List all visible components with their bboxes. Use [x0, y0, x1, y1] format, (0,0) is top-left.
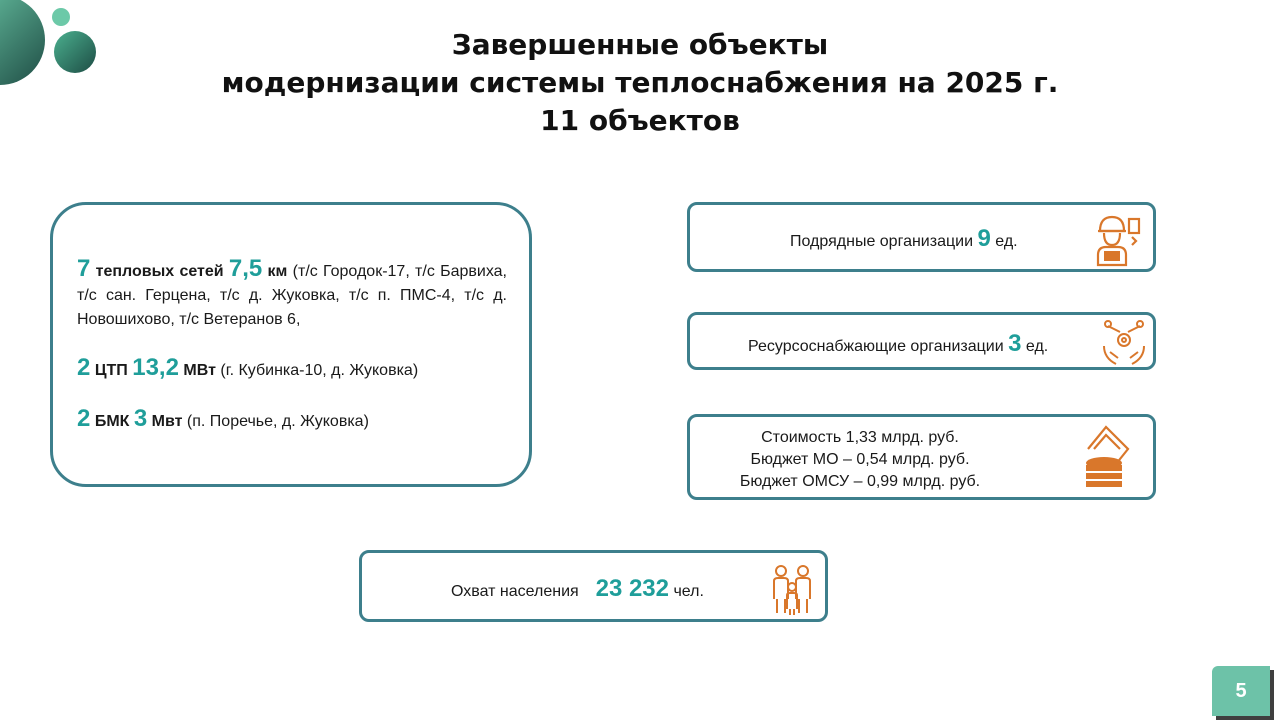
ctp-details: (г. Кубинка-10, д. Жуковка): [220, 362, 419, 379]
networks-length: 7,5: [228, 255, 263, 282]
ctp-label: ЦТП: [94, 362, 128, 379]
resources-label: Ресурсоснабжающие организации: [748, 338, 1004, 355]
worker-icon: [1094, 211, 1144, 267]
family-icon: [772, 563, 812, 615]
networks-count: 7: [77, 255, 91, 282]
contractors-card: [687, 202, 1156, 272]
page-number: 5: [1235, 679, 1247, 702]
population-text: [451, 575, 704, 603]
cost-total: Стоимость 1,33 млрд. руб.: [761, 429, 959, 446]
title-line-1: Завершенные объекты: [451, 28, 829, 61]
resources-value: 3: [1008, 330, 1022, 357]
page-title: [0, 26, 1280, 140]
ctp-unit: МВт: [183, 362, 216, 379]
cost-budget-omsu: Бюджет ОМСУ – 0,99 млрд. руб.: [739, 473, 981, 490]
title-line-3: 11 объектов: [540, 104, 740, 137]
networks-row: [77, 257, 507, 332]
population-unit: чел.: [673, 583, 704, 600]
resources-card: [687, 312, 1156, 370]
contractors-unit: ед.: [995, 233, 1018, 250]
coins-icon: [1078, 423, 1136, 491]
contractors-text: [790, 225, 1018, 253]
ctp-count: 2: [77, 354, 91, 381]
networks-unit: км: [267, 263, 288, 280]
contractors-value: 9: [977, 225, 991, 252]
cost-card: [687, 414, 1156, 500]
contractors-label: Подрядные организации: [790, 233, 974, 250]
networks-label: тепловых сетей: [95, 263, 224, 280]
networks-details: (т/с Городок-17, т/с Барвиха, т/с сан. Герцена, т/с д. Жуковка, т/с п. ПМС-4, т/с д. Новошихово, т/с Ветеранов 6,: [77, 263, 507, 328]
cost-text: [690, 427, 1030, 493]
hands-gear-icon: [1102, 318, 1146, 366]
ctp-row: [77, 356, 507, 383]
cost-budget-mo: Бюджет МО – 0,54 млрд. руб.: [750, 451, 970, 468]
ctp-power: 13,2: [132, 354, 179, 381]
bmk-details: (п. Поречье, д. Жуковка): [186, 413, 369, 430]
objects-card: [50, 202, 532, 487]
bmk-unit: Мвт: [151, 413, 183, 430]
resources-text: [748, 330, 1048, 358]
population-card: [359, 550, 828, 622]
population-value: 23 232: [595, 575, 669, 602]
page-number-badge: [1212, 666, 1270, 716]
resources-unit: ед.: [1025, 338, 1049, 355]
bmk-label: БМК: [94, 413, 130, 430]
population-label: Охват населения: [451, 583, 579, 600]
bmk-count: 2: [77, 405, 91, 432]
bmk-row: [77, 407, 507, 434]
title-line-2: модернизации системы теплоснабжения на 2025 г.: [221, 66, 1059, 99]
bmk-power: 3: [133, 405, 148, 432]
